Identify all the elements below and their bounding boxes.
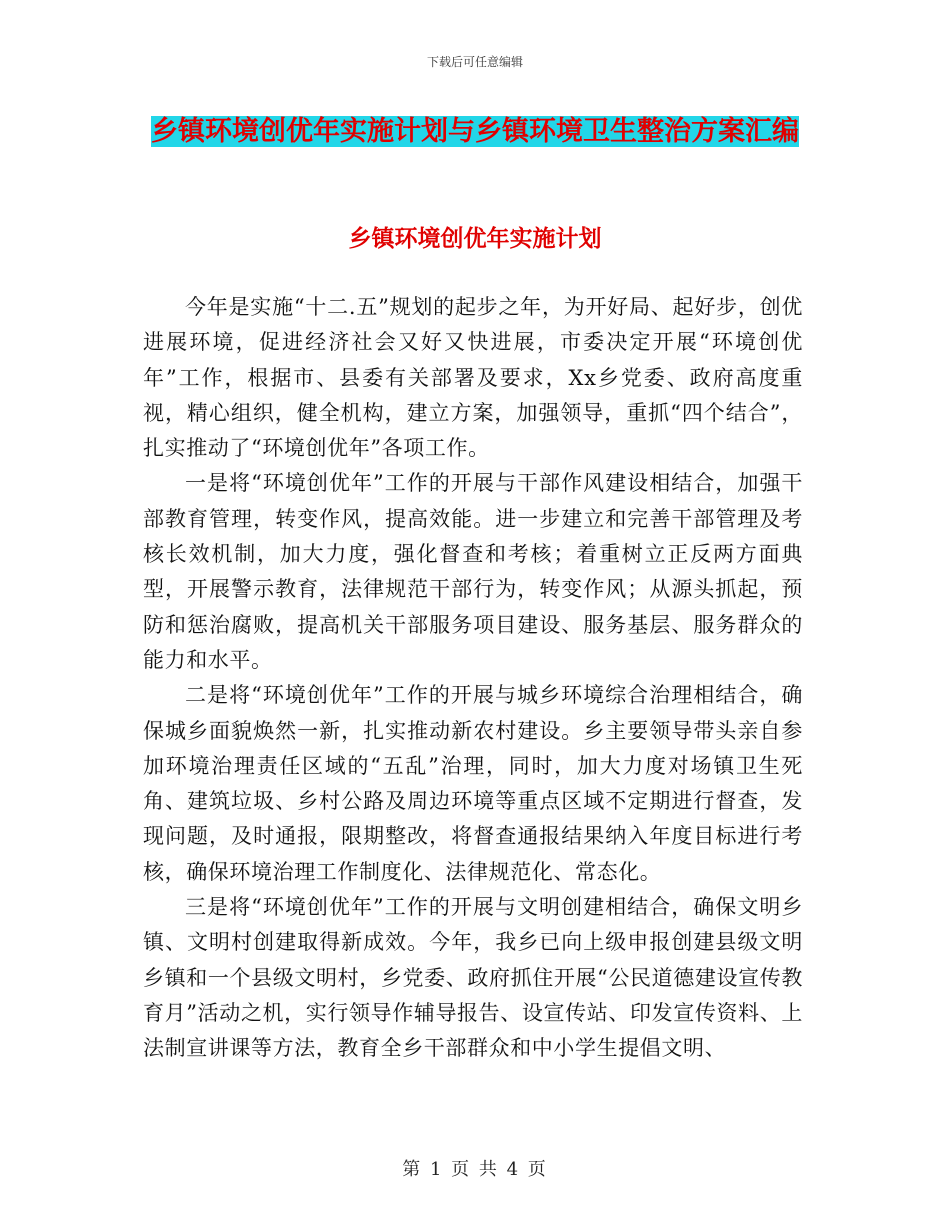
paragraph: 今年是实施“十二.五”规划的起步之年，为开好局、起好步，创优进展环境，促进经济社会又好又快进展，市委决定开展“环境创优年”工作，根据市、县委有关部署及要求，Xx乡党委、政府高度重视，精心组织，健全机构，建立方案，加强领导，重抓“四个结合”，扎实推动了“环境创优年”各项工作。 bbox=[143, 295, 803, 461]
document-title bbox=[140, 108, 810, 156]
page-number: 第 1 页 共 4 页 bbox=[402, 1159, 548, 1180]
paragraph: 二是将“环境创优年”工作的开展与城乡环境综合治理相结合，确保城乡面貌焕然一新，扎实推动新农村建设。乡主要领导带头亲自参加环境治理责任区域的“五乱”治理，同时，加大力度对场镇卫生死角、建筑垃圾、乡村公路及周边环境等重点区域不定期进行督查，发现问题，及时通报，限期整改，将督查通报结果纳入年度目标进行考核，确保环境治理工作制度化、法律规范化、常态化。 bbox=[143, 683, 803, 884]
paragraph: 一是将“环境创优年”工作的开展与干部作风建设相结合，加强干部教育管理，转变作风，提高效能。进一步建立和完善干部管理及考核长效机制，加大力度，强化督查和考核；着重树立正反两方面典型，开展警示教育，法律规范干部行为，转变作风；从源头抓起，预防和惩治腐败，提高机关干部服务项目建设、服务基层、服务群众的能力和水平。 bbox=[143, 471, 803, 672]
document-body bbox=[143, 290, 803, 1067]
page-header: 下载后可任意编辑 bbox=[426, 55, 523, 69]
paragraph: 三是将“环境创优年”工作的开展与文明创建相结合，确保文明乡镇、文明村创建取得新成效。今年，我乡已向上级申报创建县级文明乡镇和一个县级文明村，乡党委、政府抓住开展“公民道德建设宣传教育月”活动之机，实行领导作辅导报告、设宣传站、印发宣传资料、上法制宣讲课等方法，教育全乡干部群众和中小学生提倡文明、 bbox=[143, 895, 803, 1061]
document-title-text: 乡镇环境创优年实施计划与乡镇环境卫生整治方案汇编 bbox=[151, 116, 799, 147]
section-title: 乡镇环境创优年实施计划 bbox=[348, 226, 602, 252]
